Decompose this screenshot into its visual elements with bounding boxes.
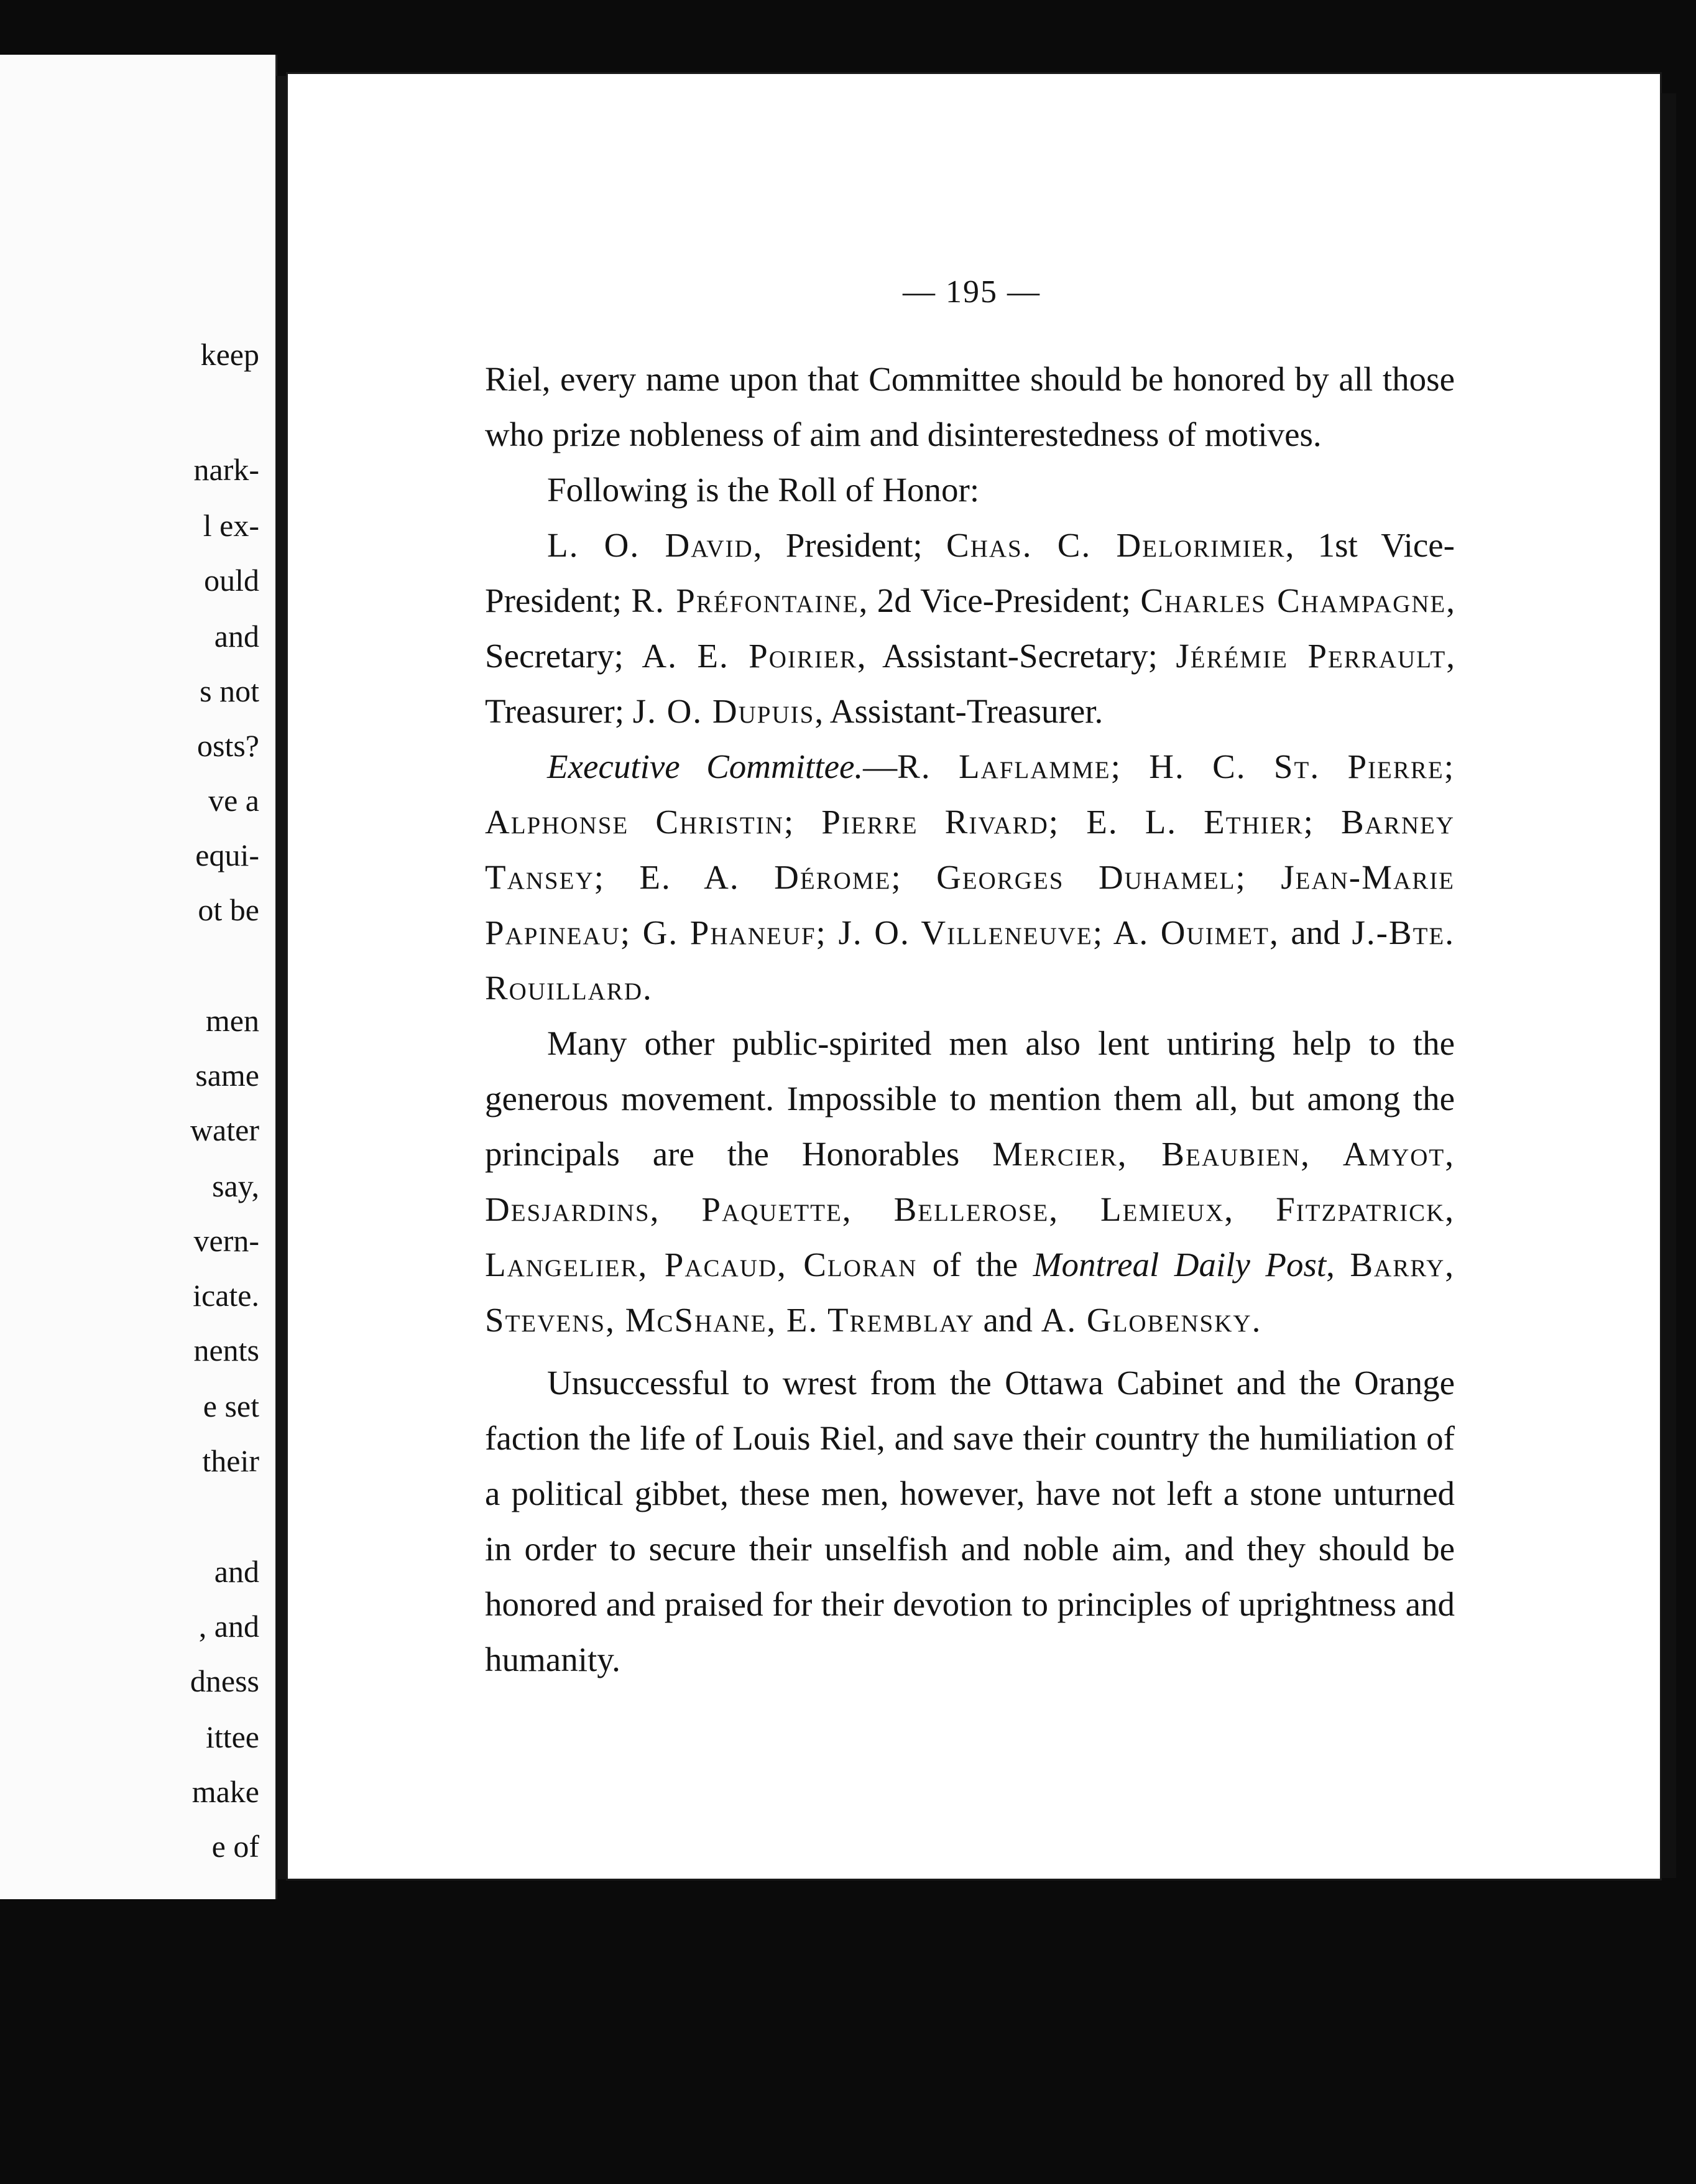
left-page-line-fragment: make bbox=[191, 1774, 259, 1809]
left-page-line-fragment: say, bbox=[212, 1168, 259, 1203]
officer-name: R. Préfontaine bbox=[631, 581, 859, 619]
text-run: Many other public-spirited men also lent untiring help to the generous movement. Impossible to mention them all, but among the principals are the Honorables bbox=[485, 1024, 1455, 1173]
officer-role: , President; bbox=[753, 526, 947, 564]
officer-name: L. O. David bbox=[547, 526, 754, 564]
left-page-line-fragment: e set bbox=[203, 1389, 259, 1423]
left-page-line-fragment: same bbox=[195, 1058, 259, 1093]
officer-role: , 2d Vice-President; bbox=[859, 581, 1141, 619]
executive-last-member: J.-Bte. Rouillard. bbox=[485, 914, 1455, 1007]
paragraph-other-helpers bbox=[485, 1016, 1455, 1348]
conjunction: and bbox=[1291, 914, 1340, 951]
left-page-line-fragment: ve a bbox=[208, 783, 259, 818]
text-run: , bbox=[1326, 1246, 1350, 1284]
left-page-line-fragment: s not bbox=[200, 673, 259, 708]
page-edge-shadow bbox=[1661, 93, 1676, 1878]
left-page-line-fragment: ot be bbox=[198, 892, 259, 927]
paragraph-roll-intro: Following is the Roll of Honor: bbox=[547, 471, 980, 509]
officer-name: A. E. Poirier bbox=[642, 637, 857, 675]
left-page-line-fragment: nents bbox=[193, 1333, 259, 1367]
left-page-line-fragment: l ex- bbox=[203, 508, 259, 543]
page-number: — 195 — bbox=[903, 274, 1041, 310]
text-run: and bbox=[974, 1301, 1041, 1339]
officer-role: , 1st Vice-President; bbox=[485, 526, 1455, 619]
honorables-list: A. Globensky. bbox=[1041, 1301, 1262, 1339]
officer-role: , Assistant-Secretary; bbox=[857, 637, 1176, 675]
officer-name: Jérémie Perrault bbox=[1176, 637, 1447, 675]
officer-role: , Treasurer; bbox=[485, 637, 1455, 730]
newspaper-title: Montreal Daily Post bbox=[1033, 1246, 1327, 1284]
left-page-line-fragment: ould bbox=[204, 563, 259, 598]
officer-role: , Secretary; bbox=[485, 581, 1455, 675]
paragraph-conclusion: Unsuccessful to wrest from the Ottawa Cabinet and the Orange faction the life of Louis Riel, and save their country the humiliation of a political gibbet, these men, however, have not left a stone unturned in order to secure their unselfish and noble aim, and they should be honored and praised for their devotion to principles of uprightness and humanity. bbox=[485, 1364, 1455, 1678]
honorables-list: Barry, Stevens, McShane, E. Tremblay bbox=[485, 1246, 1455, 1339]
left-page-line-fragment: water bbox=[190, 1113, 259, 1147]
officer-name: Chas. C. Delorimier bbox=[946, 526, 1286, 564]
left-page-line-fragment: nark- bbox=[193, 452, 259, 487]
paragraph-riel: Riel, every name upon that Committee should be honored by all those who prize nobleness of aim and disinterestedness of motives. bbox=[485, 360, 1455, 453]
officer-name: Charles Champagne bbox=[1140, 581, 1447, 619]
left-page-line-fragment: osts? bbox=[197, 728, 259, 763]
executive-members: R. Laflamme; H. C. St. Pierre; Alphonse Christin; Pierre Rivard; E. L. Ethier; Barney Tansey; E. A. Dérome; Georges Duhamel; Jean-Marie Papineau; G. Phaneuf; J. O. Villeneuve; A. Ouimet, bbox=[485, 747, 1455, 951]
left-page-line-fragment: equi- bbox=[195, 838, 259, 872]
left-page-line-fragment: and bbox=[214, 1554, 259, 1589]
left-page-line-fragment: , and bbox=[198, 1609, 259, 1644]
left-page-line-fragment: ittee bbox=[205, 1719, 259, 1754]
left-page-line-fragment: their bbox=[202, 1443, 259, 1478]
left-page-line-fragment: keep bbox=[200, 337, 259, 372]
book-spine bbox=[276, 76, 286, 1879]
dash: — bbox=[863, 747, 898, 785]
paragraph-executive-committee bbox=[485, 739, 1455, 1016]
honorables-list: Mercier, Beaubien, Amyot, Desjardins, Paquette, Bellerose, Lemieux, Fitzpatrick, Langelier, Pacaud, Cloran bbox=[485, 1135, 1455, 1284]
left-page bbox=[0, 55, 277, 1899]
left-page-line-fragment: vern- bbox=[193, 1223, 259, 1258]
left-page-line-fragment: e of bbox=[211, 1829, 259, 1864]
left-page-line-fragment: dness bbox=[190, 1663, 259, 1698]
executive-heading: Executive Committee. bbox=[547, 747, 864, 785]
text-run: of the bbox=[917, 1246, 1033, 1284]
left-page-line-fragment: icate. bbox=[193, 1278, 259, 1313]
paragraph-roll-of-honor bbox=[485, 517, 1455, 739]
left-page-line-fragment: and bbox=[214, 619, 259, 654]
officer-role: , Assistant-Treasurer. bbox=[814, 692, 1104, 730]
officer-name: J. O. Dupuis bbox=[632, 692, 815, 730]
page-body bbox=[485, 351, 1455, 1687]
left-page-line-fragment: men bbox=[205, 1003, 259, 1038]
